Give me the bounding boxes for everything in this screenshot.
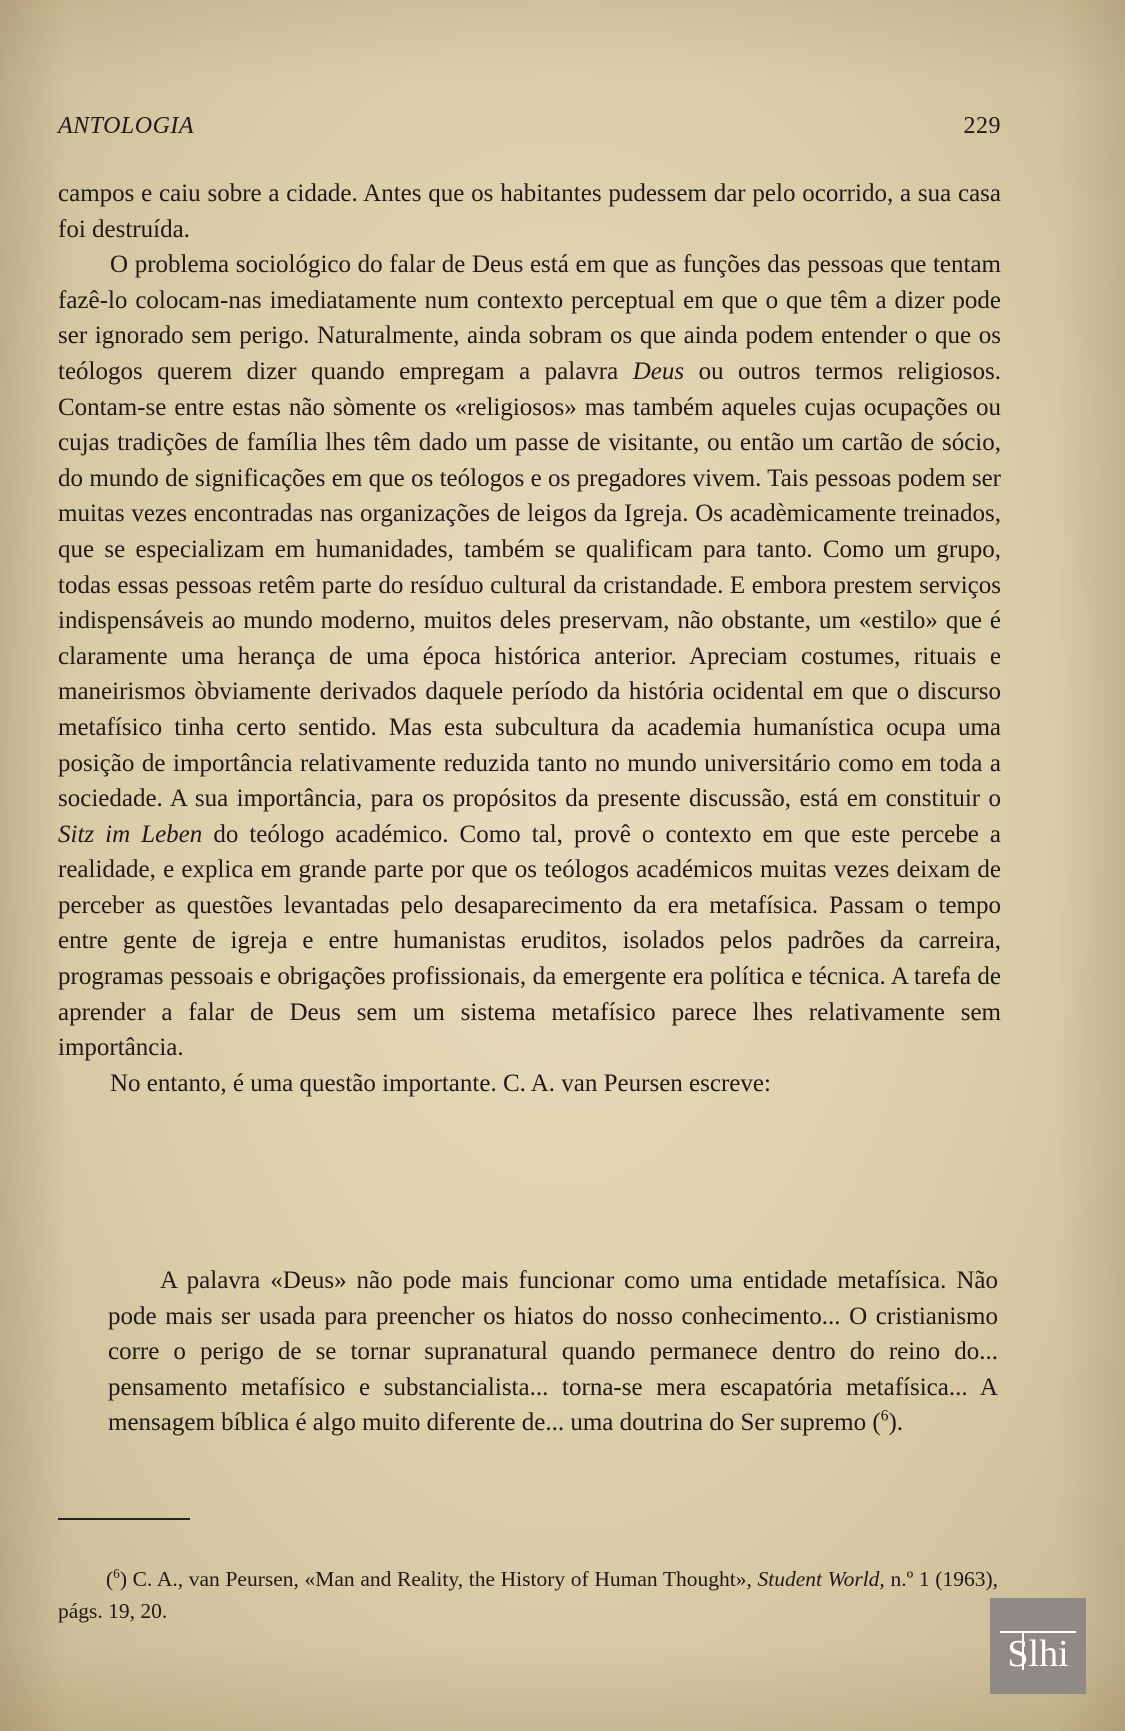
library-logo: [990, 1598, 1086, 1694]
paragraph-2-text-c: do teólogo académico. Como tal, provê o contexto em que este percebe a realidade, e explica em grande parte por que os teólogos académicos muitas vezes deixam de perceber as questões levantadas pelo desaparecimento da era metafísica. Passam o tempo entre gente de igreja e entre humanistas eruditos, isolados pelos padrões da carreira, programas pessoais e obrigações profissionais, da emergente era política e técnica. A tarefa de aprender a falar de Deus sem um sistema metafísico parece lhes relativamente sem importância.: [58, 820, 1002, 1062]
running-title: ANTOLOGIA: [58, 113, 195, 139]
footnote-rule: [58, 1518, 190, 1520]
paragraph-1: campos e caiu sobre a cidade. Antes que os habitantes pudessem dar pelo ocorrido, a sua casa foi destruída.: [58, 180, 1001, 243]
quote-paragraph: [108, 1263, 998, 1441]
footnote: [58, 1541, 998, 1648]
logo-text: Slhi: [1007, 1633, 1069, 1675]
quote-text: A palavra «Deus» não pode mais funcionar como uma entidade metafísica. Não pode mais ser usada para preencher os hiatos do nosso conhecimento... O cristianismo corre o perigo de se tornar supranatural quando permanece dentro do reino do... pensamento metafísico e substancialista... torna-se mera escapatória metafísica... A mensagem bíblica é algo muito diferente de... uma doutrina do Ser supremo (: [108, 1267, 998, 1437]
page-number: 229: [963, 113, 1001, 139]
footnote-journal-title: Student World,: [757, 1566, 885, 1591]
footnote-open-paren: (: [106, 1566, 114, 1591]
running-head: [58, 113, 1001, 149]
quote-close: ).: [888, 1409, 904, 1437]
paragraph-2-text-a: O problema sociológico do falar de Deus está em que as funções das pessoas que tentam fazê-lo colocam-nas imediatamente num contexto perceptual em que o que têm a dizer pode ser ignorado sem perigo. Naturalmente, ainda sobram os que ainda podem entender o que os teólogos querem dizer quando empregam a palavra: [58, 251, 1001, 385]
body-text: [58, 176, 1001, 1101]
footnote-tail: n.º 1 (1963), págs. 19, 20.: [58, 1566, 998, 1623]
paragraph-3: No entanto, é uma questão importante. C. A. van Peursen escreve:: [110, 1069, 771, 1097]
block-quote: [108, 1263, 998, 1441]
footnote-number: 6: [113, 1565, 120, 1581]
footnote-citation: C. A., van Peursen, «Man and Reality, the History of Human Thought»,: [127, 1566, 758, 1591]
italic-term-sitz-im-leben: Sitz im Leben: [58, 820, 203, 848]
paragraph-2: [58, 247, 1001, 1066]
footnote-text: [58, 1563, 998, 1627]
italic-term-deus: Deus: [632, 357, 685, 385]
library-logo-icon: [990, 1598, 1086, 1694]
quote-footnote-ref: 6: [880, 1408, 889, 1426]
paragraph-2-text-b: ou outros termos religiosos. Contam-se entre estas não sòmente os «religiosos» mas também aqueles cujas ocupações ou cujas tradições de família lhes têm dado um passe de visitante, ou então um cartão de sócio, do mundo de significações em que os teólogos e os pregadores vivem. Tais pessoas podem ser muitas vezes encontradas nas organizações de leigos da Igreja. Os acadèmicamente treinados, que se especializam em humanidades, também se qualificam para tanto. Como um grupo, todas essas pessoas retêm parte do resíduo cultural da cristandade. E embora prestem serviços indispensáveis ao mundo moderno, muitos deles preservam, não obstante, um «estilo» que é claramente uma herança de uma época histórica anterior. Apreciam costumes, rituais e maneirismos òbviamente derivados daquele período da história ocidental em que o discurso metafísico tinha certo sentido. Mas esta subcultura da academia humanística ocupa uma posição de importância relativamente reduzida tanto no mundo universitário como em toda a sociedade. A sua importância, para os propósitos da presente discussão, está em constituir o: [58, 357, 1001, 813]
footnote-close-paren: ): [119, 1566, 128, 1591]
